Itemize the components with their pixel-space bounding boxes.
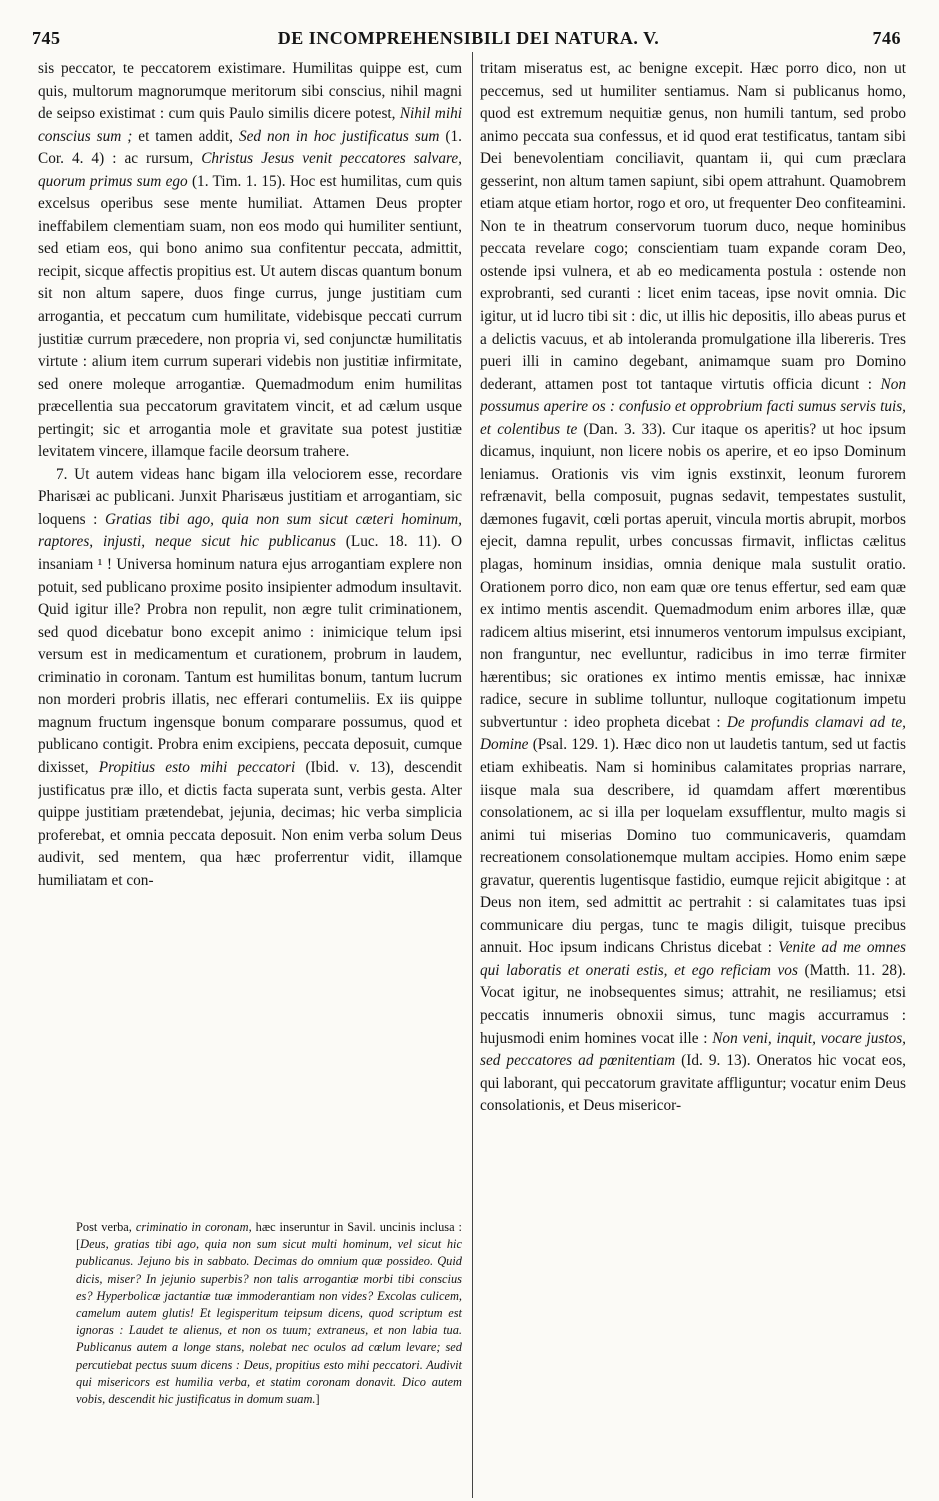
footnote-text (76, 1219, 462, 1408)
italic-quote: Non veni, inquit, vocare justos, sed peccatores ad pœnitentiam (480, 1029, 906, 1070)
text-run: (Matth. 11. 28). Vocat igitur, ne inobsequentes simus; attrahit, ne resiliamus; etsi peccatis innumeris obnoxii simus, tunc magis accurramus : hujusmodi enim homines vocat ille : (480, 961, 906, 1047)
italic-quote: Gratias tibi ago, quia non sum sicut cæteri hominum, raptores, injusti, neque sicut hic publicanus (38, 510, 462, 551)
text-run: (Psal. 129. 1). Hæc dico non ut laudetis tantum, sed ut factis etiam exhibeatis. Nam si hominibus calamitates proprias narrare, iisque mala sua describere, id quamdam affert mœrentibus consolationem, ac si illa per loquelam exsufflentur, multo magis si animi tui miserias Domino tuo communicaveris, quamdam recreationem consolationemque multam accipies. Homo enim sæpe gravatur, querentis lugentisque fastidio, eumque rejicit abigitque : at Deus non item, sed admittit ac pertrahit : si calamitates tuas ipsi communicare diu pergas, tunc te magis diligit, tuisque precibus annuit. Hoc ipsum indicans Christus dicebat : (480, 736, 906, 957)
left-paragraph-2 (38, 464, 462, 892)
running-title: DE INCOMPREHENSIBILI DEI NATURA. V. (277, 28, 660, 48)
text-run: (1. Tim. 1. 15). Hoc est humilitas, cum quis excelsus operibus sese mente humiliat. Attamen Deus propter ineffabilem clementiam suam, non eos modo qui humiliter sentiunt, sed etiam eos, qui bono animo sua confitentur peccata, admittit, recipit, sicque affectis propitius est. Ut autem discas quantum bonum sit non altum sapere, duos finge currus, junge justitiam cum arrogantia, et peccatum cum humilitate, videbisque peccati currum justitiæ currum præcedere, non propria vi, sed conjunctæ humilitatis virtute : alium item currum superari videbis non justitiæ infirmitate, sed onere moleque arrogantiæ. Quemadmodum enim humilitas præcellentia sua peccatorum gravitatem vincit, et ad cælum usque pertingit; sic et arrogantia mole et gravitate sua potest justitiæ levitatem vincere, illamque facile deorsum trahere. (38, 172, 462, 461)
left-column (38, 58, 462, 892)
left-paragraph-1 (38, 58, 462, 464)
italic-quote: Propitius esto mihi peccatori (98, 758, 296, 776)
italic-quote: Nihil mihi conscius sum ; (38, 105, 462, 145)
text-run: (Id. 9. 13). Oneratos hic vocat eos, qui laborant, qui peccatorum gravitate affliguntur; vocatur enim Deus consolationis, et Deus misericor- (480, 1052, 906, 1115)
italic-quote: Deus, gratias tibi ago, quia non sum sicut multi hominum, vel sicut hic publicanus. Jejuno bis in sabbato. Decimas do omnium quæ possideo. Quid dicis, miser? In jejunio superbis? non talis arrogantiæ morbi tibi conscius es? Hyperbolicæ jactantiæ tuæ immoderantiam non vides? Excolas culicem, camelum autem glutis! Et legisperitum teipsum dicens, quod scriptum est ignoras : Laudet te alienus, et non os tuum; extraneus, et non labia tua. Publicanus autem a longe stans, nolebat nec oculos ad cœlum levare; sed percutiebat pectus suum dicens : Deus, propitius esto mihi peccatori. Audivit qui misericors est humilia verba, et statim coronam donavit. Dico autem vobis, descendit hic justificatus in domum suam. (76, 1237, 462, 1407)
text-run: ] (315, 1392, 320, 1407)
text-run: (Luc. 18. 11). O insaniam ¹ ! Universa hominum natura ejus arrogantiam explere non potuit, sed publicano proxime posito insipienter admodum insultavit. Quid igitur ille? Probra non repulit, non ægre tulit criminationem, sed quod dicebatur bono excepit animo : inimicique telum ipsi versum est in medicamentum et curationem, probrum in laudem, criminatio in coronam. Tantum est humilitas bonum, tantum lucrum non morderi probris illatis, nec efferari contumeliis. Ex iis quippe magnum fructum ingensque bonum comparare possumus, quod et publicano contigit. Probra enim excipiens, peccata deposuit, cumque dixisset, (38, 533, 462, 776)
italic-quote: De profundis clamavi ad te, Domine (480, 713, 906, 754)
right-column (480, 58, 906, 1498)
text-run: (Ibid. v. 13), descendit justificatus præ illo, et dictis facta superata sunt, verbis gesta. Alter quippe justitiam prætendebat, jejunia, decimas; hic verba simplicia proferebat, et omnia peccata deposuit. Non enim verba solum Deus audivit, sed mentem, qua hæc proferrentur vidit, illamque humiliatam et con- (38, 758, 462, 889)
text-run: Post verba, (76, 1220, 136, 1234)
text-run: (1. Cor. 4. 4) : ac rursum, (38, 127, 462, 168)
text-run: hæc inseruntur in Savil. uncinis inclusa : [ (76, 1220, 462, 1252)
text-run: 7. Ut autem videas hanc bigam illa velociorem esse, recordare Pharisæi ac publicani. Junxit Pharisæus justitiam et arrogantiam, sic loquens : (38, 465, 462, 528)
right-paragraph-1 (480, 58, 906, 1118)
text-run: et tamen addit, (132, 127, 239, 145)
footnote (76, 1219, 462, 1408)
italic-quote: Sed non in hoc justificatus sum (238, 127, 440, 145)
page-number-left: 745 (32, 28, 61, 48)
italic-quote: Christus Jesus venit peccatores salvare, quorum primus sum ego (38, 150, 462, 190)
italic-quote: Venite ad me omnes qui laboratis et onerati estis, et ego reficiam vos (480, 939, 906, 979)
column-divider (472, 52, 473, 1498)
text-run: sis peccator, te peccatorem existimare. Humilitas quippe est, cum quis, multorum magnorumque meritorum sibi conscius, nihil magni de seipso existimat : cum quis Paulo similis dicere potest, (38, 60, 462, 123)
text-run: (Dan. 3. 33). Cur itaque os aperitis? ut hoc ipsum dicamus, inquiunt, non licere nobis os aperire, et eo ipso Dominum leniamus. Orationis vis vim ignis exstinxit, leonum furorem refrænavit, bella composuit, pugnas sedavit, tempestates sustulit, dæmones fugavit, cœli portas aperuit, vincula mortis abrupit, morbos ejecit, damna repulit, urbes concussas firmavit, inflictas cælitus plagas, hominum insidias, omnia denique mala sustulit oratio. Orationem porro dico, non eam quæ ore tenus effertur, sed eam quæ ex intimo mentis ascendit. Quemadmodum enim arbores illæ, quæ radicem altius miserint, etsi innumeros ventorum impulsus excipiant, non franguntur, nec evelluntur, radicibus in imo terræ firmiter hærentibus; sic orationes ex intimo mentis emissæ, hac innixæ radice, secure in sublime tolluntur, nulloque cogitationum impetu subvertuntur : ideo propheta dicebat : (480, 420, 906, 731)
italic-quote: criminatio in coronam, (135, 1220, 252, 1234)
running-header (28, 24, 909, 50)
italic-quote: Non possumus aperire os : confusio et opprobrium facti sumus servis tuis, et colentibus te (480, 375, 906, 438)
page-number-right: 746 (872, 28, 901, 48)
text-run: tritam miseratus est, ac benigne excepit. Hæc porro dico, non ut peccemus, sed ut humiliter sentiamus. Nam si publicanus homo, quod est extremum nequitiæ genus, non humili tantum, sed probo animo peccata sua confessus, et id quod erat testificatus, tantam sibi Dei benevolentiam conciliavit, quantam ii, qui cum præclara gesserint, non altum tamen sapiunt, sibi opem attrahunt. Quamobrem etiam atque etiam hortor, rogo et oro, ut frequenter Deo confiteamini. Non te in theatrum conservorum tuorum duco, neque hominibus peccata revelare cogo; conscientiam tuam expande coram Deo, ostende ipsi vulnera, et ab eo medicamenta postula : ostende non exprobranti, sed curanti : licet enim taceas, ipse novit omnia. Dic igitur, ut id lucro tibi sit : dic, ut illis hic depositis, illo abeas purus et a delictis vacuus, et ab intoleranda promulgatione illa libereris. Tres pueri illi in camino degebant, animamque suam pro Domino dederant, attamen post tot tantaque virtutis officia dicunt : (480, 60, 906, 393)
